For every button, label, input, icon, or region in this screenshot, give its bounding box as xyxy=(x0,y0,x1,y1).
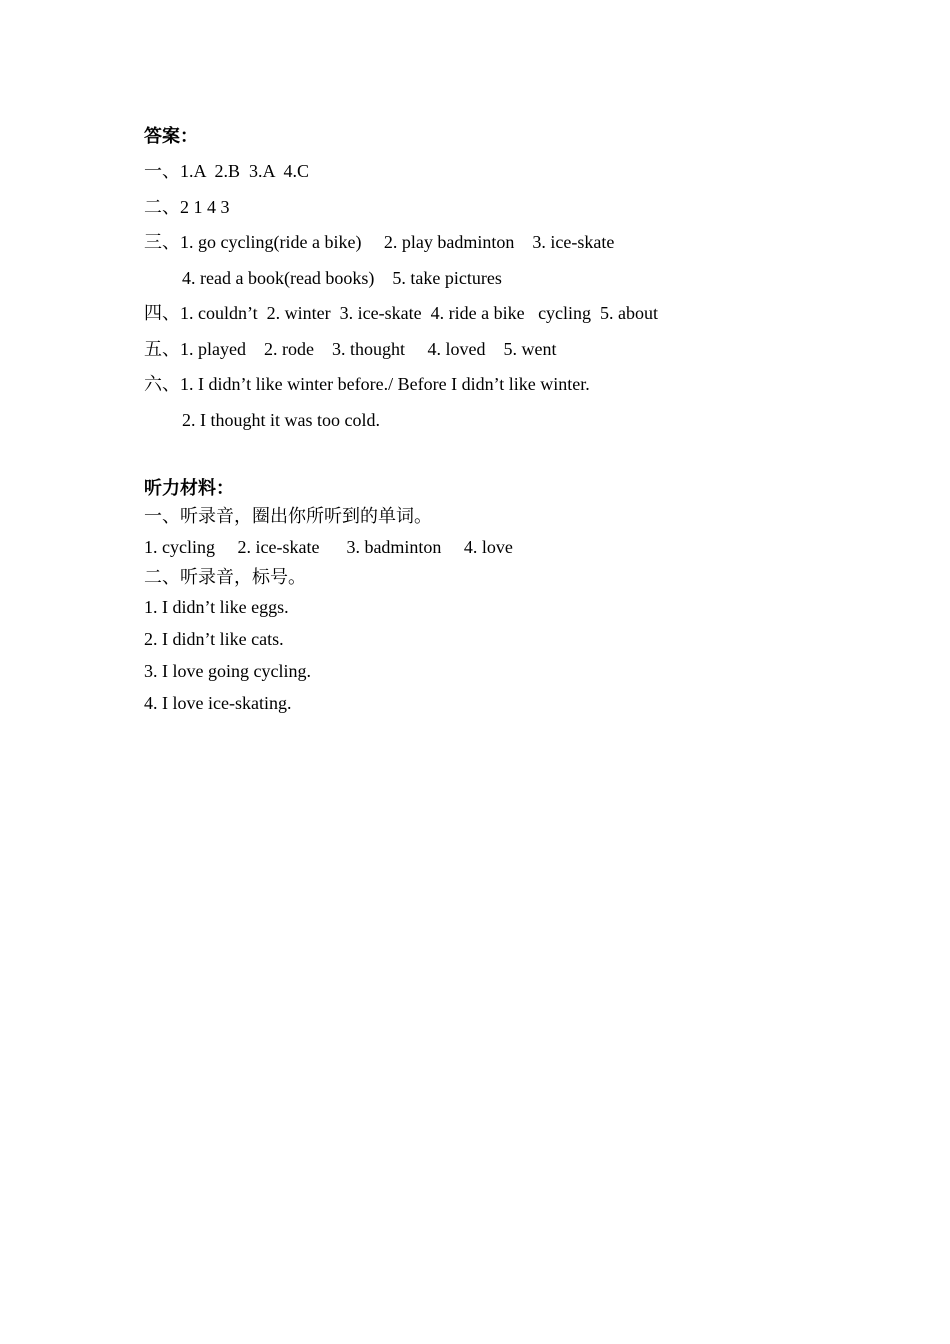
listening-line-6: 3. I love going cycling. xyxy=(144,661,311,681)
answer-line-6: 六、1. I didn’t like winter before./ Before I didn’t like winter. xyxy=(144,374,590,394)
answer-line-2: 二、2 1 4 3 xyxy=(144,197,230,217)
answer-line-3-continued: 4. read a book(read books) 5. take pictures xyxy=(182,268,502,288)
answer-line-5: 五、1. played 2. rode 3. thought 4. loved 5. went xyxy=(144,339,557,359)
answer-line-4: 四、1. couldn’t 2. winter 3. ice-skate 4. ride a bike cycling 5. about xyxy=(144,303,659,323)
answers-heading: 答案： xyxy=(144,126,198,146)
listening-heading: 听力材料： xyxy=(144,478,234,498)
listening-line-3: 二、听录音，标号。 xyxy=(144,567,306,587)
answer-line-6-continued: 2. I thought it was too cold. xyxy=(182,410,380,430)
answer-line-3: 三、1. go cycling(ride a bike) 2. play badminton 3. ice-skate xyxy=(144,232,615,252)
answer-line-1: 一、1.A 2.B 3.A 4.C xyxy=(144,161,310,181)
listening-line-4: 1. I didn’t like eggs. xyxy=(144,597,289,617)
listening-line-5: 2. I didn’t like cats. xyxy=(144,629,284,649)
listening-line-1: 一、听录音，圈出你所听到的单词。 xyxy=(144,506,432,526)
listening-line-7: 4. I love ice-skating. xyxy=(144,693,292,713)
listening-line-2: 1. cycling 2. ice-skate 3. badminton 4. love xyxy=(144,537,513,557)
